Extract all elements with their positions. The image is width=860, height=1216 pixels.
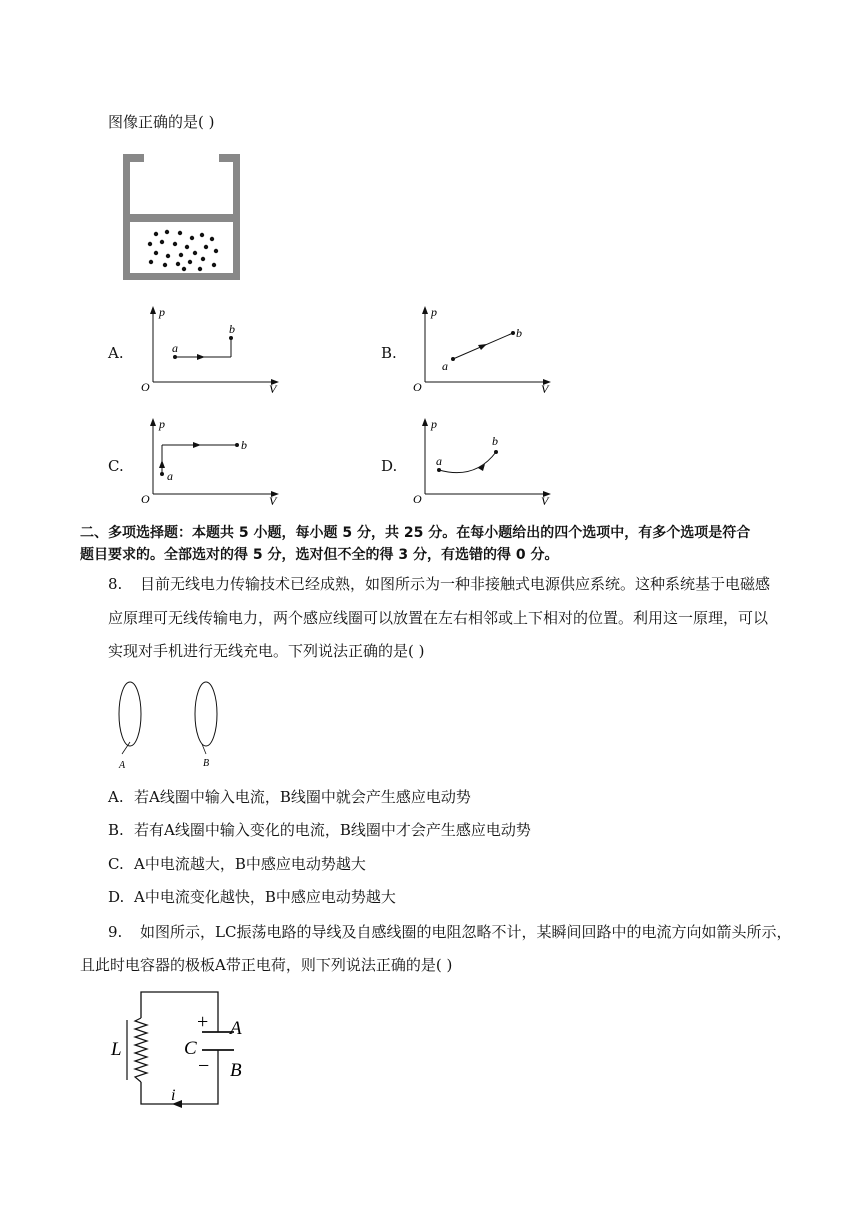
point-a-label: a: [436, 454, 442, 468]
q8-option-b-text: 若有A线圈中输入变化的电流，B线圈中才会产生感应电动势: [134, 821, 531, 839]
q8-option-d-text: A中电流变化越快，B中感应电动势越大: [134, 888, 396, 906]
point-b-label: b: [241, 438, 247, 452]
axis-p-label: p: [431, 417, 437, 431]
q8-option-a-text: 若A线圈中输入电流，B线圈中就会产生感应电动势: [134, 788, 471, 806]
axis-v-label: V: [541, 382, 549, 396]
q7-option-b-graph: [405, 302, 555, 394]
q7-option-c-graph: [133, 414, 283, 506]
coil-b-label: B: [203, 758, 210, 769]
q8-text-line1: 目前无线电力传输技术已经成熟，如图所示为一种非接触式电源供应系统。这种系统基于电磁感: [140, 575, 771, 593]
q9-number: 9.: [108, 923, 123, 941]
q9-text-line1: 如图所示，LC振荡电路的导线及自感线圈的电阻忽略不计，某瞬间回路中的电流方向如箭头所示，: [140, 923, 792, 941]
origin-label: O: [141, 492, 150, 506]
q8-text-line2: 应原理可无线传输电力，两个感应线圈可以放置在左右相邻或上下相对的位置。利用这一原理，可以: [108, 609, 769, 627]
current-label: i: [171, 1087, 176, 1104]
q8-option-c-text: A中电流越大，B中感应电动势越大: [134, 855, 366, 873]
axis-v-label: V: [269, 494, 277, 508]
section2-heading-line1: 二、多项选择题：本题共 5 小题，每小题 5 分，共 25 分。在每小题给出的四个选项中，有多个选项是符合: [80, 525, 751, 541]
gas-container-figure: [120, 152, 245, 284]
inductor-label: L: [111, 1039, 122, 1060]
plate-b-label: B: [230, 1060, 242, 1081]
axis-v-label: V: [269, 382, 277, 396]
plate-a-label: A: [230, 1018, 242, 1039]
q7-option-a-graph: [133, 302, 283, 394]
point-a-label: a: [167, 469, 173, 483]
q7-option-a-label: A.: [108, 344, 124, 362]
axis-p-label: p: [431, 305, 437, 319]
point-b-label: b: [492, 434, 498, 448]
axis-v-label: V: [541, 494, 549, 508]
q8-option-b-label: B.: [108, 821, 124, 839]
axis-p-label: p: [159, 305, 165, 319]
origin-label: O: [141, 380, 150, 394]
axis-p-label: p: [159, 417, 165, 431]
plus-sign: +: [197, 1011, 209, 1033]
q8-number: 8.: [108, 575, 123, 593]
q8-option-d-label: D.: [108, 888, 125, 906]
coil-a-label: A: [119, 760, 126, 771]
point-b-label: b: [229, 322, 235, 336]
q7-tail-text: 图像正确的是( ): [108, 113, 215, 131]
capacitor-label: C: [184, 1038, 197, 1059]
q9-text-line2: 且此时电容器的极板A带正电荷，则下列说法正确的是( ): [80, 956, 453, 974]
q8-option-c-label: C.: [108, 855, 124, 873]
q7-option-d-graph: [405, 414, 555, 506]
point-a-label: a: [172, 341, 178, 355]
point-b-label: b: [516, 326, 522, 340]
q7-option-d-label: D.: [381, 457, 398, 475]
q8-option-a-label: A.: [108, 788, 124, 806]
q7-option-c-label: C.: [108, 457, 124, 475]
minus-sign: −: [198, 1055, 210, 1077]
lc-circuit-figure: [108, 988, 268, 1110]
coils-figure: [110, 678, 230, 770]
q7-option-b-label: B.: [381, 344, 397, 362]
section2-heading-line2: 题目要求的。全部选对的得 5 分，选对但不全的得 3 分，有选错的得 0 分。: [80, 547, 559, 563]
point-a-label: a: [442, 359, 448, 373]
origin-label: O: [413, 380, 422, 394]
q8-text-line3: 实现对手机进行无线充电。下列说法正确的是( ): [108, 642, 425, 660]
origin-label: O: [413, 492, 422, 506]
